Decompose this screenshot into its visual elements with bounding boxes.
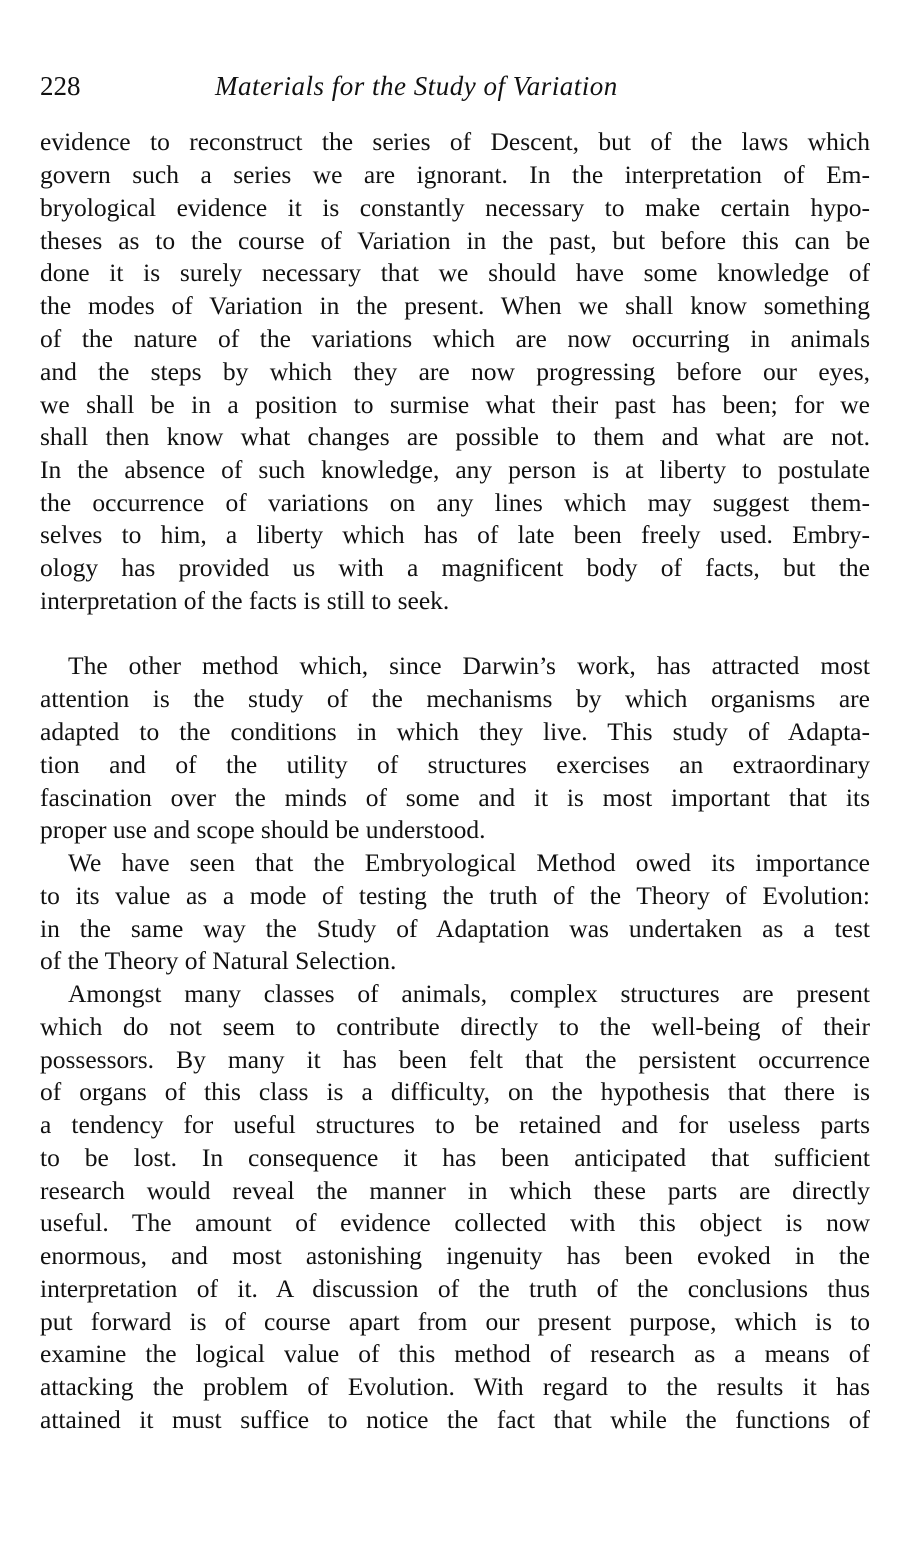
text-line: done it is surely necessary that we should have some knowledge of [40, 258, 870, 287]
text-line: of the nature of the variations which are now occurring in animals [40, 324, 870, 353]
running-title: Materials for the Study of Variation [215, 71, 618, 101]
text-line: bryological evidence it is constantly necessary to make certain hypo- [40, 193, 870, 222]
text-line: interpretation of it. A discussion of the truth of the conclusions thus [40, 1274, 870, 1303]
text-line: proper use and scope should be understood. [40, 815, 486, 844]
text-line: the occurrence of variations on any lines which may suggest them- [40, 488, 870, 517]
text-line: the modes of Variation in the present. When we shall know something [40, 291, 870, 320]
text-line: tion and of the utility of structures exercises an extraordinary [40, 750, 870, 779]
text-line: In the absence of such knowledge, any person is at liberty to postulate [40, 455, 870, 484]
text-line: put forward is of course apart from our present purpose, which is to [40, 1307, 870, 1336]
text-line: ology has provided us with a magnificent body of facts, but the [40, 553, 870, 582]
text-line: research would reveal the manner in which these parts are directly [40, 1176, 870, 1205]
text-line: theses as to the course of Variation in the past, but before this can be [40, 226, 870, 255]
text-line: in the same way the Study of Adaptation was undertaken as a test [40, 914, 870, 943]
text-line: The other method which, since Darwin’s work, has attracted most [68, 651, 870, 680]
text-line: evidence to reconstruct the series of Descent, but of the laws which [40, 127, 870, 156]
text-line: to be lost. In consequence it has been anticipated that sufficient [40, 1143, 870, 1172]
text-line: possessors. By many it has been felt that the persistent occurrence [40, 1045, 870, 1074]
text-line: we shall be in a position to surmise what their past has been; for we [40, 390, 870, 419]
text-line: attention is the study of the mechanisms by which organisms are [40, 684, 870, 713]
text-line: adapted to the conditions in which they live. This study of Adapta- [40, 717, 870, 746]
text-line: of the Theory of Natural Selection. [40, 946, 397, 975]
text-line: govern such a series we are ignorant. In the interpretation of Em- [40, 160, 870, 189]
text-line: useful. The amount of evidence collected with this object is now [40, 1208, 870, 1237]
text-line: shall then know what changes are possible to them and what are not. [40, 422, 870, 451]
text-line: of organs of this class is a difficulty, on the hypothesis that there is [40, 1077, 870, 1106]
text-line: a tendency for useful structures to be retained and for useless parts [40, 1110, 870, 1139]
text-line: Amongst many classes of animals, complex structures are present [68, 979, 870, 1008]
text-line: interpretation of the facts is still to seek. [40, 586, 450, 615]
text-line: enormous, and most astonishing ingenuity has been evoked in the [40, 1241, 870, 1270]
text-line: to its value as a mode of testing the truth of the Theory of Evolution: [40, 881, 870, 910]
text-line: attained it must suffice to notice the fact that while the functions of [40, 1405, 870, 1434]
page-header [40, 66, 870, 106]
text-line: We have seen that the Embryological Method owed its importance [68, 848, 870, 877]
page-number: 228 [40, 71, 81, 101]
text-line: and the steps by which they are now progressing before our eyes, [40, 357, 870, 386]
text-line: attacking the problem of Evolution. With regard to the results it has [40, 1372, 870, 1401]
text-line: fascination over the minds of some and it is most important that its [40, 783, 870, 812]
text-line: which do not seem to contribute directly to the well-being of their [40, 1012, 870, 1041]
text-line: selves to him, a liberty which has of late been freely used. Embry- [40, 520, 870, 549]
text-line: examine the logical value of this method of research as a means of [40, 1339, 870, 1368]
